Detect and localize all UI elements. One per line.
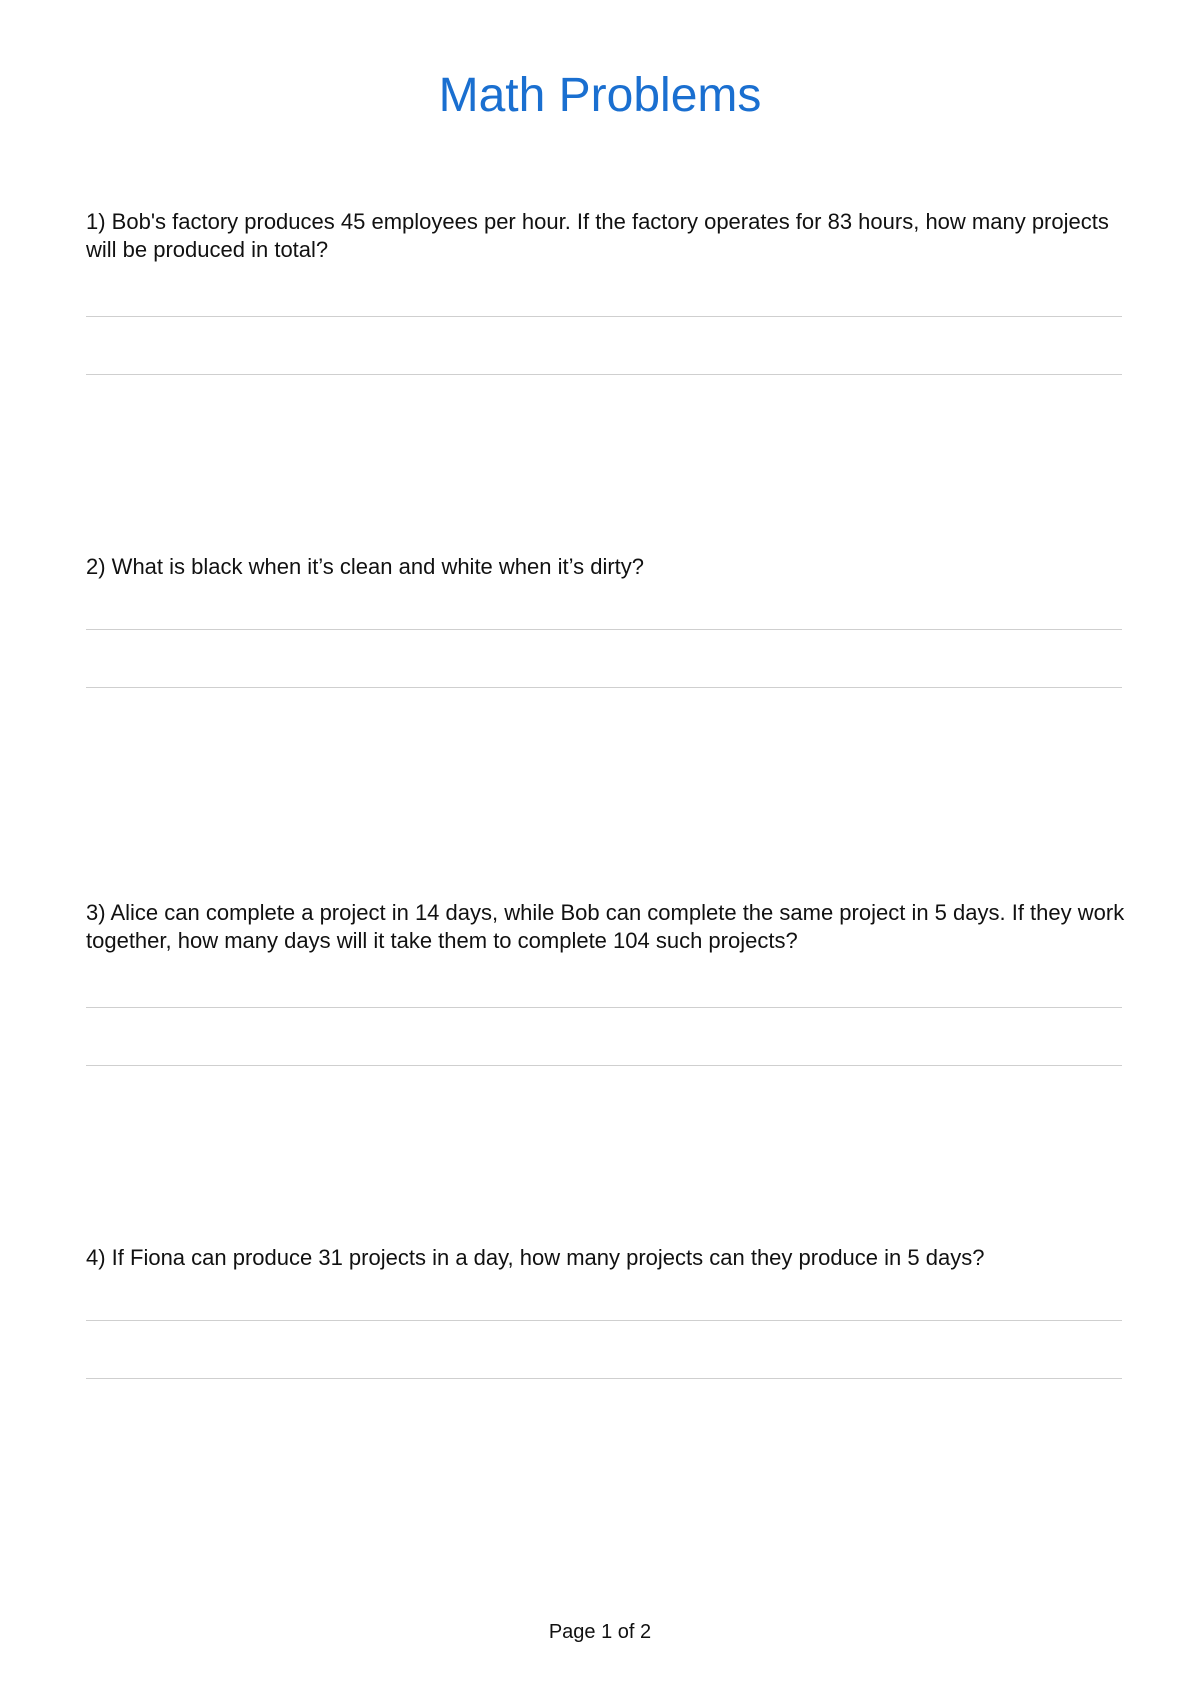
page-footer: Page 1 of 2 bbox=[548, 1621, 652, 1643]
answer-line-2b bbox=[86, 687, 1122, 688]
page-title: Math Problems bbox=[438, 69, 762, 122]
problem-2-text: 2) What is black when it’s clean and white when it’s dirty? bbox=[86, 554, 645, 579]
problem-2 bbox=[86, 553, 1126, 581]
problem-4-text: 4) If Fiona can produce 31 projects in a day, how many projects can they produce in 5 days? bbox=[86, 1245, 985, 1270]
answer-line-2a bbox=[86, 629, 1122, 630]
answer-line-3a bbox=[86, 1007, 1122, 1008]
answer-line-1a bbox=[86, 316, 1122, 317]
answer-line-1b bbox=[86, 374, 1122, 375]
problem-1 bbox=[86, 208, 1126, 264]
problem-3-text: 3) Alice can complete a project in 14 days, while Bob can complete the same project in 5 days. If they work together, how many days will it take them to complete 104 such projects? bbox=[86, 900, 1125, 953]
answer-line-4b bbox=[86, 1378, 1122, 1379]
answer-line-4a bbox=[86, 1320, 1122, 1321]
problem-3 bbox=[86, 899, 1126, 955]
problem-1-text: 1) Bob's factory produces 45 employees per hour. If the factory operates for 83 hours, how many projects will be produced in total? bbox=[86, 209, 1109, 262]
answer-line-3b bbox=[86, 1065, 1122, 1066]
problem-4 bbox=[86, 1244, 1126, 1272]
